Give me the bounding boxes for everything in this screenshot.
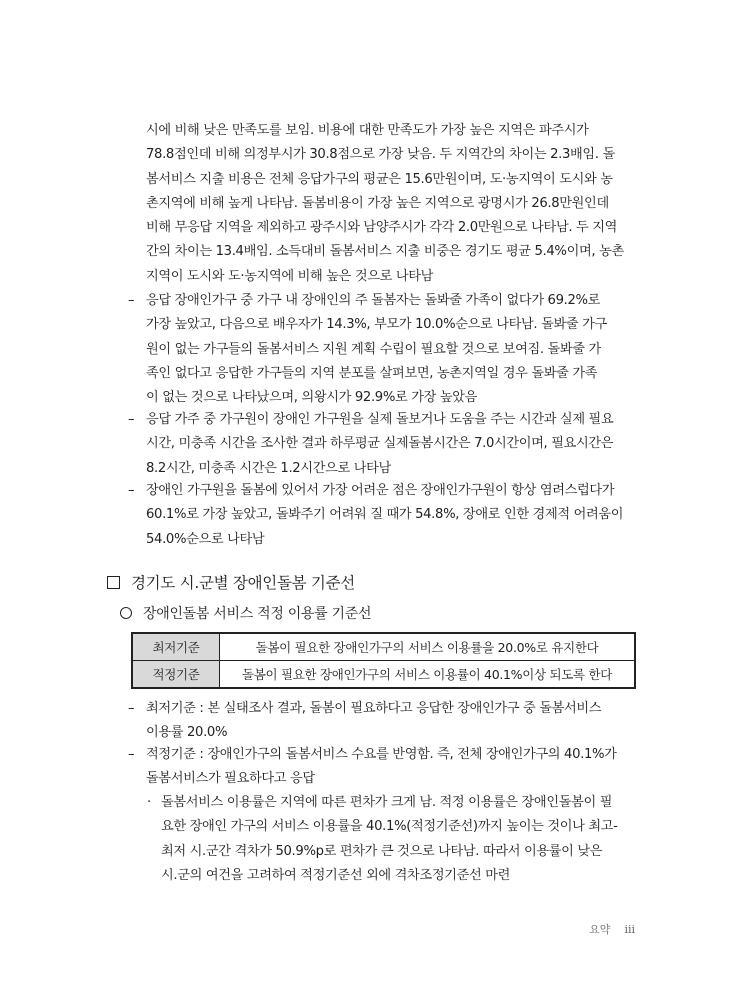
table-text-cell: 돌봄이 필요한 장애인가구의 서비스 이용률이 40.1%이상 되도록 한다 bbox=[220, 661, 636, 689]
table-label-cell: 최저기준 bbox=[132, 633, 220, 661]
table-row bbox=[132, 661, 635, 689]
text-line: 지역이 도시와 도·농지역에 비해 높은 것으로 나타남 bbox=[146, 268, 434, 284]
dash-marker: – bbox=[128, 747, 135, 762]
text-line: 촌지역에 비해 높게 나타남. 돌봄비용이 가장 높은 지역으로 광명시가 26.8만원인데 bbox=[146, 195, 609, 211]
subsection-heading bbox=[120, 603, 371, 623]
page-footer bbox=[589, 921, 635, 937]
text-line: 78.8점인데 비해 의정부시가 30.8점으로 가장 낮음. 두 지역간의 차이는 2.3배임. 돌 bbox=[146, 147, 615, 163]
text-line: 돌봄서비스 이용률은 지역에 따른 편차가 크게 남. 적정 이용률은 장애인돌봄이 필 bbox=[161, 795, 613, 810]
text-line: 원이 없는 가구들의 돌봄서비스 지원 계획 수립이 필요할 것으로 보여짐. 돌봐줄 가 bbox=[146, 341, 601, 357]
section-heading bbox=[107, 571, 355, 593]
text-line: 요한 장애인 가구의 서비스 이용률을 40.1%(적정기준선)까지 높이는 것이나 최고- bbox=[161, 819, 618, 835]
text-line: 이용률 20.0% bbox=[146, 725, 228, 741]
dash-bullet-item bbox=[128, 408, 636, 481]
dash-bullet-item bbox=[128, 479, 636, 552]
dash-bullet-item bbox=[128, 697, 636, 746]
text-line: 적정기준 : 장애인가구의 돌봄서비스 수요를 반영함. 즉, 전체 장애인가구의 40.1%가 bbox=[146, 747, 617, 762]
text-line: 족인 없다고 응답한 가구들의 지역 분포를 살펴보면, 농촌지역일 경우 돌봐줄 가족 bbox=[146, 365, 598, 381]
table-row bbox=[132, 633, 635, 661]
table-text-cell: 돌봄이 필요한 장애인가구의 서비스 이용률을 20.0%로 유지한다 bbox=[220, 633, 636, 661]
dash-bullet-item bbox=[128, 743, 636, 792]
standards-table bbox=[131, 632, 636, 689]
text-line: 8.2시간, 미충족 시간은 1.2시간으로 나타남 bbox=[146, 460, 391, 476]
text-line: 60.1%로 가장 높았고, 돌봐주기 어려워 질 때가 54.8%, 장애로 인한 경제적 어려움이 bbox=[146, 507, 624, 523]
page-number: iii bbox=[624, 923, 635, 936]
table-label-cell: 적정기준 bbox=[132, 661, 220, 689]
text-line: 시간, 미충족 시간을 조사한 결과 하루평균 실제돌봄시간은 7.0시간이며, 필요시간은 bbox=[146, 436, 614, 452]
text-line: 이 없는 것으로 나타났으며, 의왕시가 92.9%로 가장 높았음 bbox=[146, 390, 478, 406]
text-line: 최저 시.군간 격차가 50.9%p로 편차가 큰 것으로 나타남. 따라서 이용률이 낮은 bbox=[161, 843, 603, 859]
dash-marker: – bbox=[128, 701, 135, 716]
text-line: 시에 비해 낮은 만족도를 보임. 비용에 대한 만족도가 가장 높은 지역은 파주시가 bbox=[146, 123, 589, 138]
text-line: 비해 무응답 지역을 제외하고 광주시와 남양주시가 각각 2.0만원으로 나타남. 두 지역 bbox=[146, 220, 618, 236]
text-line: 시.군의 여건을 고려하여 적정기준선 외에 격차조정기준선 마련 bbox=[161, 867, 511, 883]
text-line: 간의 차이는 13.4배임. 소득대비 돌봄서비스 지출 비중은 경기도 평균 5.4%이며, 농촌 bbox=[146, 244, 624, 260]
subsection-title: 장애인돌봄 서비스 적정 이용률 기준선 bbox=[143, 606, 372, 622]
footer-label: 요약 bbox=[589, 923, 611, 936]
text-line: 장애인 가구원을 돌봄에 있어서 가장 어려운 점은 장애인가구원이 항상 염려스럽다가 bbox=[146, 483, 615, 498]
text-line: 봄서비스 지출 비용은 전체 응답가구의 평균은 15.6만원이며, 도·농지역이 도시와 농 bbox=[146, 171, 613, 187]
text-line: 응답 장애인가구 중 가구 내 장애인의 주 돌봄자는 돌봐줄 가족이 없다가 69.2%로 bbox=[146, 293, 601, 308]
text-line: 가장 높았고, 다음으로 배우자가 14.3%, 부모가 10.0%순으로 나타남. 돌봐줄 가구 bbox=[146, 317, 607, 333]
dash-marker: – bbox=[128, 412, 135, 427]
dash-marker: – bbox=[128, 483, 135, 498]
dash-marker: – bbox=[128, 293, 135, 308]
circle-bullet-icon bbox=[120, 607, 132, 619]
intro-paragraph bbox=[146, 119, 636, 289]
text-line: 돌봄서비스가 필요하다고 응답 bbox=[146, 771, 315, 787]
square-bullet-icon bbox=[107, 576, 120, 589]
dash-bullet-item bbox=[128, 289, 636, 410]
section-title: 경기도 시.군별 장애인돌봄 기준선 bbox=[131, 574, 355, 592]
text-line: 54.0%순으로 나타남 bbox=[146, 531, 265, 547]
text-line: 최저기준 : 본 실태조사 결과, 돌봄이 필요하다고 응답한 장애인가구 중 돌봄서비스 bbox=[146, 701, 602, 716]
dot-marker: · bbox=[147, 795, 151, 810]
text-line: 응답 가주 중 가구원이 장애인 가구원을 실제 돌보거나 도움을 주는 시간과 실제 필요 bbox=[146, 412, 614, 427]
dot-bullet-item bbox=[147, 791, 636, 888]
